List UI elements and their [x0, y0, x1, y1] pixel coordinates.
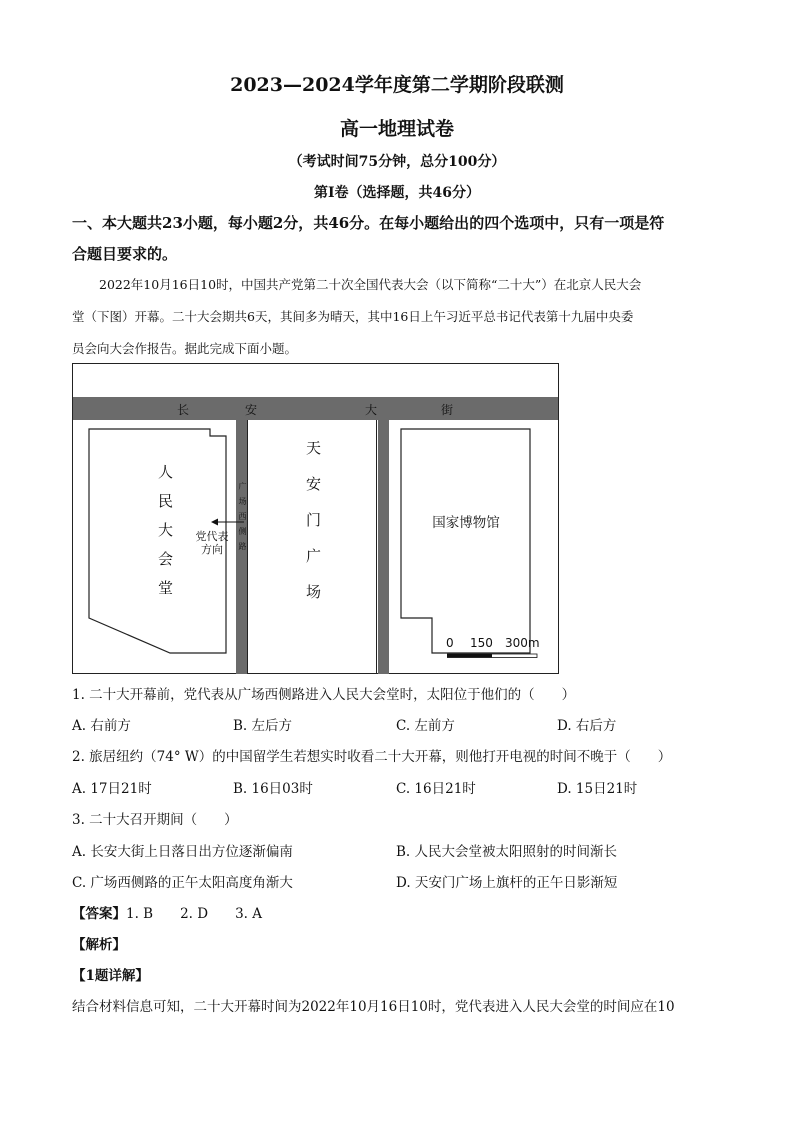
great-hall-label: 人民大会堂 — [156, 464, 174, 609]
delegate-label-line1: 党代表 — [195, 530, 229, 543]
scale-label-150: 150 — [470, 636, 493, 650]
question-2-option-b: B. 16日03时 — [233, 781, 313, 797]
section-instruction-line1: 一、本大题共23小题，每小题2分，共46分。在每小题给出的四个选项中，只有一项是符 — [72, 214, 665, 232]
question-3-option-a: A. 长安大街上日落日出方位逐渐偏南 — [72, 844, 293, 860]
street-label-char: 安 — [245, 403, 258, 417]
scale-bar — [447, 653, 539, 659]
scale-label-300: 300m — [505, 636, 540, 650]
analysis-label: 【解析】 — [72, 937, 126, 953]
question-2-option-a: A. 17日21时 — [72, 781, 152, 797]
question-3-option-c: C. 广场西侧路的正午太阳高度角渐大 — [72, 875, 293, 891]
answer-line — [72, 902, 262, 922]
question-1-option-d: D. 右后方 — [557, 718, 617, 734]
delegate-direction-label — [190, 530, 234, 556]
changan-street — [73, 397, 558, 420]
exam-subtitle: 高一地理试卷 — [339, 118, 454, 140]
national-museum-outline — [400, 428, 532, 654]
west-road-label: 广场西侧路 — [238, 482, 247, 557]
material-line2: 堂（下图）开幕。二十大会期共6天，其间多为晴天，其中16日上午习近平总书记代表第十九届中央委 — [72, 309, 634, 324]
exam-title: 2023—2024学年度第二学期阶段联测 — [230, 74, 564, 96]
tiananmen-map — [72, 363, 559, 674]
scale-label-0: 0 — [446, 636, 454, 650]
answer-text: 1. B 2. D 3. A — [126, 906, 263, 922]
exam-info: （考试时间75分钟，总分100分） — [288, 154, 506, 170]
question-2-stem: 2. 旅居纽约（74° W）的中国留学生若想实时收看二十大开幕，则他打开电视的时间不晚于（ ） — [72, 749, 672, 765]
delegate-arrow-icon — [211, 517, 245, 527]
analysis-sub-label: 【1题详解】 — [72, 968, 149, 984]
analysis-text: 结合材料信息可知，二十大开幕时间为2022年10月16日10时，党代表进入人民大会堂的时间应在10 — [72, 999, 675, 1015]
question-3-option-b: B. 人民大会堂被太阳照射的时间渐长 — [396, 844, 618, 860]
answer-label: 【答案】 — [72, 906, 126, 922]
question-1-option-c: C. 左前方 — [396, 718, 455, 734]
tiananmen-square-label: 天安门广场 — [304, 440, 322, 620]
material-line3: 员会向大会作报告。据此完成下面小题。 — [72, 341, 298, 356]
question-2-option-d: D. 15日21时 — [557, 781, 638, 797]
street-label-char: 长 — [177, 403, 190, 417]
question-1-stem: 1. 二十大开幕前，党代表从广场西侧路进入人民大会堂时，太阳位于他们的（ ） — [72, 687, 576, 703]
section-instruction-line2: 合题目要求的。 — [72, 245, 178, 263]
question-1-option-b: B. 左后方 — [233, 718, 293, 734]
question-2-option-c: C. 16日21时 — [396, 781, 476, 797]
question-1-option-a: A. 右前方 — [72, 718, 131, 734]
east-side-road — [378, 420, 389, 674]
delegate-label-line2: 方向 — [201, 543, 223, 556]
question-3-option-d: D. 天安门广场上旗杆的正午日影渐短 — [396, 875, 618, 891]
national-museum-label: 国家博物馆 — [432, 515, 500, 531]
material-line1: 2022年10月16日10时，中国共产党第二十次全国代表大会（以下简称“二十大”）在北京人民大会 — [99, 277, 642, 292]
street-label-char: 街 — [441, 403, 454, 417]
question-3-stem: 3. 二十大召开期间（ ） — [72, 812, 238, 828]
street-label-char: 大 — [365, 403, 378, 417]
part-heading: 第Ⅰ卷（选择题，共46分） — [313, 185, 481, 201]
